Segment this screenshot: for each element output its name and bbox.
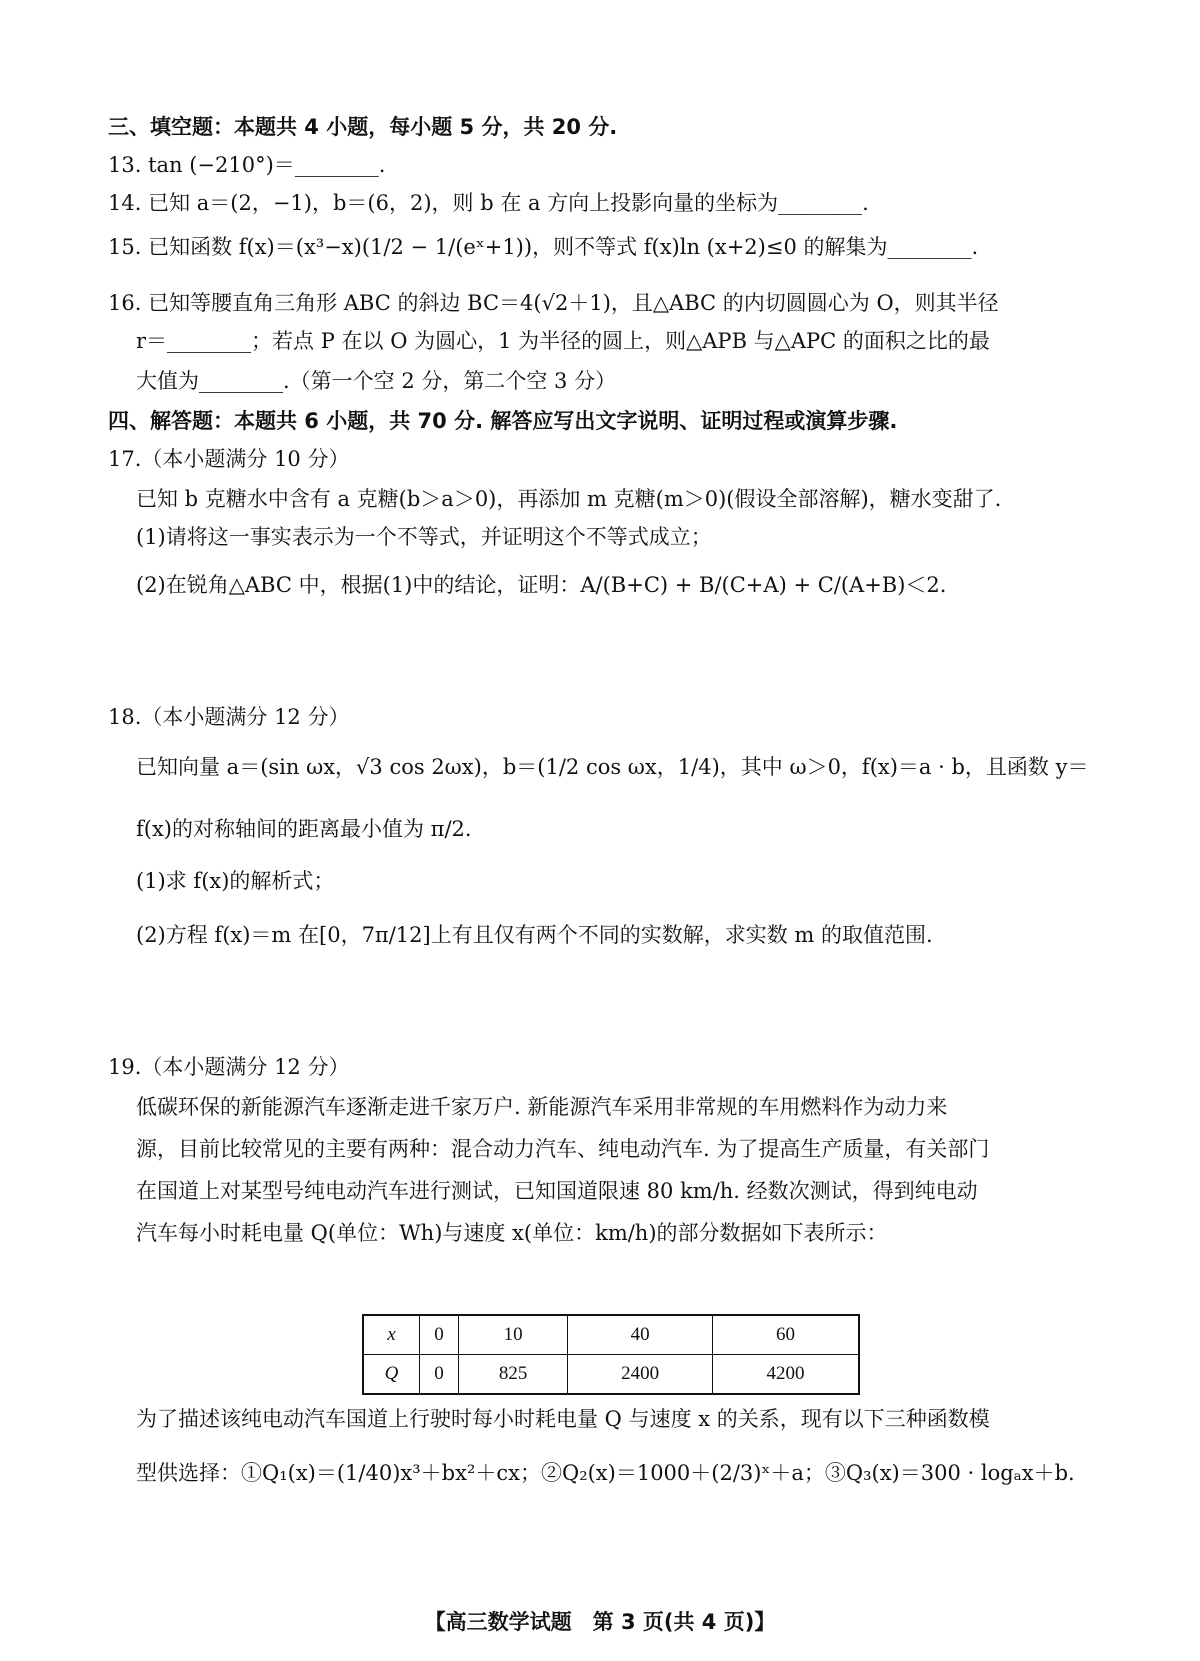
speed-power-table [362,1314,860,1395]
question-14: 14. 已知 a＝(2，−1)，b＝(6，2)，则 b 在 a 方向上投影向量的坐标为________. [108,191,869,215]
table-cell: 40 [568,1315,713,1355]
question-16-line2: r＝________；若点 P 在以 O 为圆心，1 为半径的圆上，则△APB 与△APC 的面积之比的最 [136,329,990,353]
question-15: 15. 已知函数 f(x)＝(x³−x)(1/2 − 1/(eˣ+1))，则不等式 f(x)ln (x+2)≤0 的解集为________. [108,235,979,259]
question-19-title: 19.（本小题满分 12 分） [108,1055,350,1079]
question-17-title: 17.（本小题满分 10 分） [108,447,350,471]
question-16-line3: 大值为________.（第一个空 2 分，第二个空 3 分） [136,369,617,393]
question-18-line2: f(x)的对称轴间的距离最小值为 π/2. [136,817,472,841]
table-cell: 0 [420,1315,459,1355]
question-19-line4: 汽车每小时耗电量 Q(单位：Wh)与速度 x(单位：km/h)的部分数据如下表所示： [136,1221,888,1245]
table-cell: Q [363,1355,420,1395]
section3-heading: 三、填空题：本题共 4 小题，每小题 5 分，共 20 分. [108,115,618,139]
question-13: 13. tan (−210°)＝________. [108,153,386,177]
question-19-line1: 低碳环保的新能源汽车逐渐走进千家万户. 新能源汽车采用非常规的车用燃料作为动力来 [136,1095,948,1119]
question-16-line1: 16. 已知等腰直角三角形 ABC 的斜边 BC＝4(√2＋1)，且△ABC 的内切圆圆心为 O，则其半径 [108,291,999,315]
question-18-line1: 已知向量 a＝(sin ωx，√3 cos 2ωx)，b＝(1/2 cos ωx，1/4)，其中 ω＞0，f(x)＝a · b，且函数 y＝ [136,755,1089,779]
question-19-line5: 为了描述该纯电动汽车国道上行驶时每小时耗电量 Q 与速度 x 的关系，现有以下三种函数模 [136,1407,990,1431]
table-cell: 825 [458,1355,567,1395]
question-18-line3: (1)求 f(x)的解析式； [136,869,335,893]
question-17-line3: (2)在锐角△ABC 中，根据(1)中的结论，证明：A/(B+C) + B/(C+A) + C/(A+B)＜2. [136,573,947,597]
table-row [363,1315,859,1355]
table-cell: 60 [712,1315,859,1355]
question-18-title: 18.（本小题满分 12 分） [108,705,350,729]
table-cell: 4200 [712,1355,859,1395]
question-19-line2: 源，目前比较常见的主要有两种：混合动力汽车、纯电动汽车. 为了提高生产质量，有关部门 [136,1137,990,1161]
question-17-line2: (1)请将这一事实表示为一个不等式，并证明这个不等式成立； [136,525,712,549]
table-cell: x [363,1315,420,1355]
section4-heading: 四、解答题：本题共 6 小题，共 70 分. 解答应写出文字说明、证明过程或演算步骤. [108,409,898,433]
question-19-line6: 型供选择：①Q₁(x)＝(1/40)x³＋bx²＋cx；②Q₂(x)＝1000＋(2/3)ˣ＋a；③Q₃(x)＝300 · logₐx＋b. [136,1461,1075,1485]
page-footer: 【高三数学试题 第 3 页(共 4 页)】 [424,1610,776,1634]
question-18-line4: (2)方程 f(x)＝m 在[0，7π/12]上有且仅有两个不同的实数解，求实数 m 的取值范围. [136,923,933,947]
question-19-line3: 在国道上对某型号纯电动汽车进行测试，已知国道限速 80 km/h. 经数次测试，得到纯电动 [136,1179,978,1203]
table-cell: 0 [420,1355,459,1395]
table-cell: 2400 [568,1355,713,1395]
table-cell: 10 [458,1315,567,1355]
question-17-line1: 已知 b 克糖水中含有 a 克糖(b＞a＞0)，再添加 m 克糖(m＞0)(假设全部溶解)，糖水变甜了. [136,487,1002,511]
table-row [363,1355,859,1395]
